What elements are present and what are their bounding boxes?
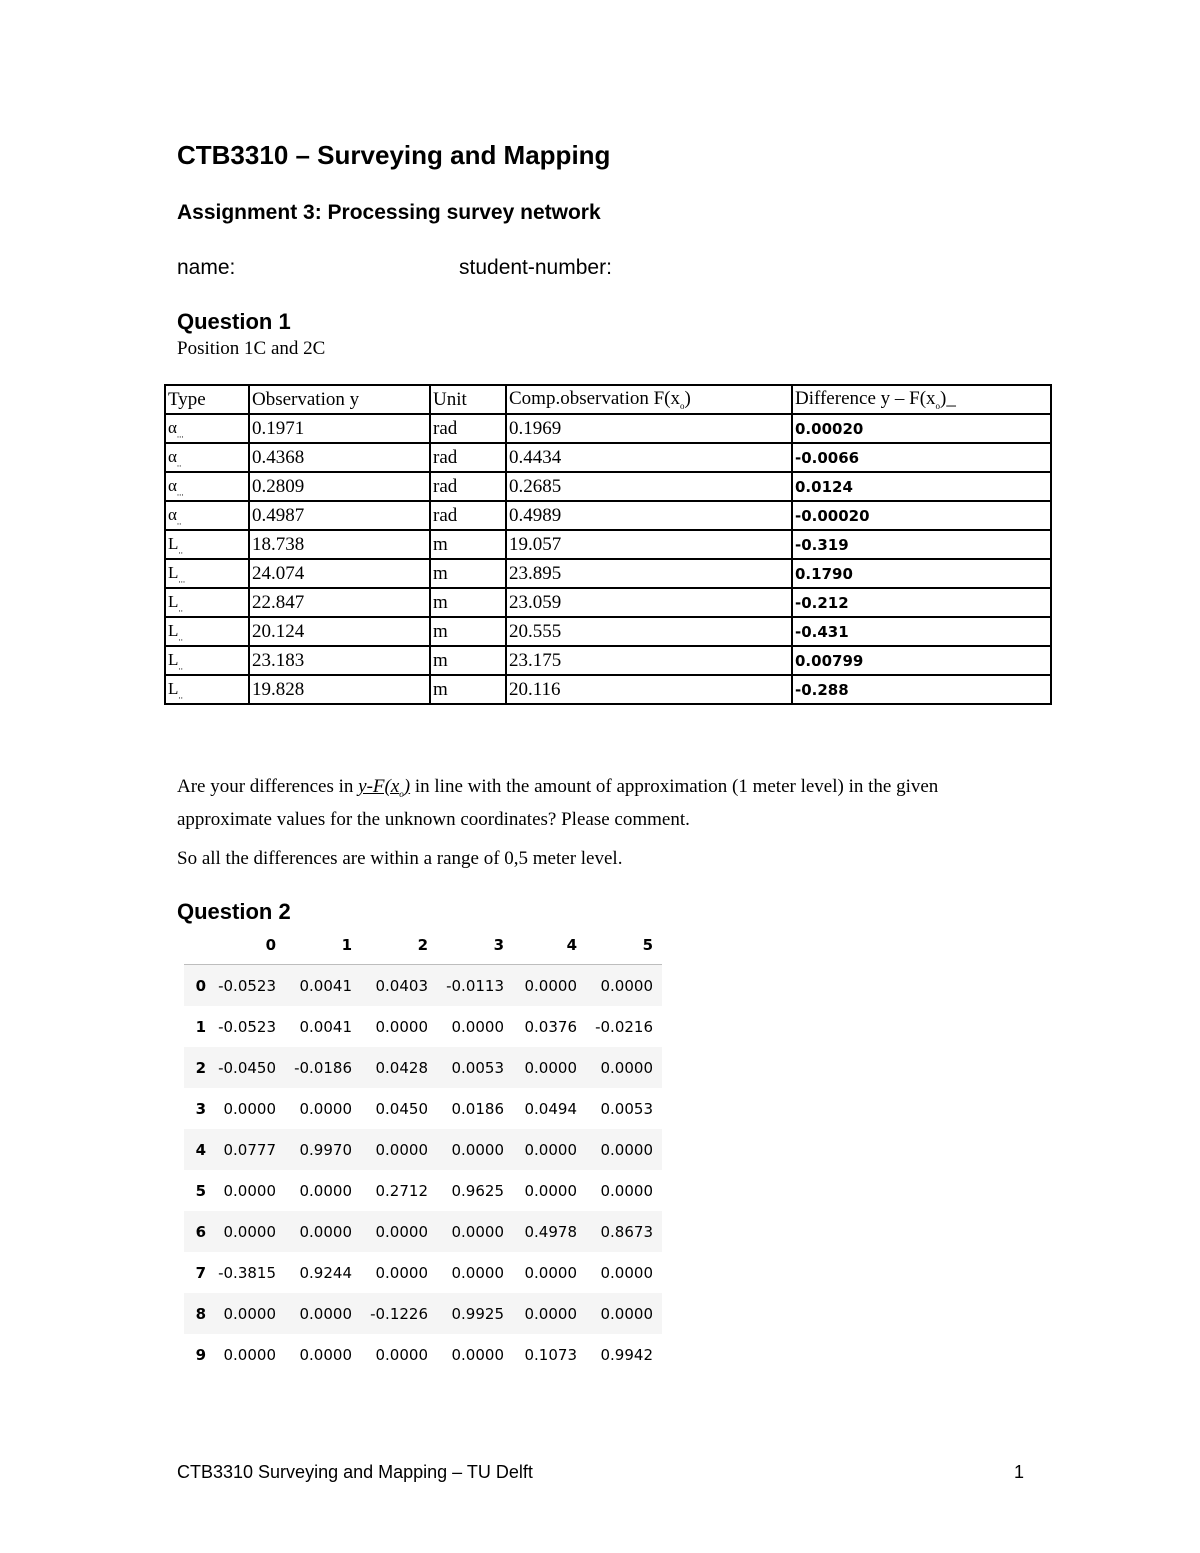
matrix-cell: 0.0000 — [375, 1017, 428, 1036]
cell-computed: 20.116 — [506, 675, 792, 704]
matrix-cell: -0.0216 — [595, 1017, 653, 1036]
matrix-row — [184, 1252, 662, 1293]
matrix-column-header: 0 — [210, 926, 285, 965]
matrix-row — [184, 1211, 662, 1252]
cell-computed: 0.1969 — [506, 414, 792, 443]
cell-type: $L_{..}$ — [165, 675, 249, 704]
matrix-cell: 0.0000 — [524, 1304, 577, 1323]
header-observation: Observation y — [249, 385, 430, 414]
matrix-cell: 0.0000 — [600, 976, 653, 995]
cell-type: $\alpha_{...}$ — [165, 472, 249, 501]
matrix-cell: 0.0000 — [223, 1304, 276, 1323]
cell-unit: rad — [430, 501, 506, 530]
header-difference: Difference y – $F(x_o)\_$ — [792, 385, 1051, 414]
header-type: Type — [165, 385, 249, 414]
matrix-column-header: 4 — [513, 926, 586, 965]
observation-row — [165, 530, 1051, 559]
matrix-row-index: 1 — [195, 1017, 206, 1036]
matrix-cell: 0.2712 — [375, 1181, 428, 1200]
matrix-cell: 0.0428 — [375, 1058, 428, 1077]
cell-unit: m — [430, 530, 506, 559]
cell-observation: 0.4368 — [249, 443, 430, 472]
question-1-prompt: Are your differences in $y-F(x_o)$ in line with the amount of approximation (1 meter level) in the given approximate values for the unknown coordinates? Please comment. — [177, 776, 939, 830]
cell-observation: 22.847 — [249, 588, 430, 617]
cell-observation: 18.738 — [249, 530, 430, 559]
matrix-cell: -0.0523 — [218, 1017, 276, 1036]
matrix-cell: 0.0376 — [524, 1017, 577, 1036]
cell-type: $L_{..}$ — [165, 530, 249, 559]
matrix-column-header: 2 — [361, 926, 437, 965]
cell-difference: -0.0066 — [792, 443, 1051, 472]
observation-row — [165, 646, 1051, 675]
cell-observation: 23.183 — [249, 646, 430, 675]
matrix-cell: 0.0000 — [375, 1222, 428, 1241]
observation-row — [165, 559, 1051, 588]
cell-unit: m — [430, 675, 506, 704]
matrix-row-index: 3 — [195, 1099, 206, 1118]
cell-type: $L_{..}$ — [165, 617, 249, 646]
matrix-cell: 0.0000 — [600, 1058, 653, 1077]
matrix-cell: 0.9244 — [299, 1263, 352, 1282]
matrix-row — [184, 1088, 662, 1129]
cell-unit: m — [430, 617, 506, 646]
matrix-cell: 0.0041 — [299, 976, 352, 995]
matrix-corner — [184, 926, 210, 965]
cell-computed: 19.057 — [506, 530, 792, 559]
matrix-cell: 0.0000 — [299, 1222, 352, 1241]
cell-difference: -0.212 — [792, 588, 1051, 617]
matrix-cell: 0.0000 — [299, 1345, 352, 1364]
cell-computed: 23.895 — [506, 559, 792, 588]
matrix-cell: 0.0000 — [223, 1222, 276, 1241]
matrix-row-index: 8 — [195, 1304, 206, 1323]
assignment-title: Assignment 3: Processing survey network — [177, 201, 601, 224]
cell-difference: 0.00020 — [792, 414, 1051, 443]
matrix-cell: 0.0403 — [375, 976, 428, 995]
matrix-cell: 0.0000 — [451, 1263, 504, 1282]
matrix-row — [184, 1047, 662, 1088]
header-unit: Unit — [430, 385, 506, 414]
matrix-cell: 0.9625 — [451, 1181, 504, 1200]
question-2-heading: Question 2 — [177, 899, 291, 924]
cell-type: $L_{..}$ — [165, 646, 249, 675]
observation-row — [165, 617, 1051, 646]
observation-row — [165, 588, 1051, 617]
observation-table — [164, 384, 1052, 705]
observation-table-header — [165, 385, 1051, 414]
matrix-row — [184, 1129, 662, 1170]
cell-computed: 23.175 — [506, 646, 792, 675]
cell-difference: 0.0124 — [792, 472, 1051, 501]
matrix-cell: 0.0053 — [600, 1099, 653, 1118]
cell-observation: 0.4987 — [249, 501, 430, 530]
document-title: CTB3310 – Surveying and Mapping — [177, 140, 611, 170]
cell-computed: 23.059 — [506, 588, 792, 617]
matrix-cell: 0.0000 — [223, 1181, 276, 1200]
cell-unit: m — [430, 646, 506, 675]
design-matrix-table — [184, 926, 662, 1375]
matrix-row-index: 5 — [195, 1181, 206, 1200]
question-1-subtitle: Position 1C and 2C — [177, 338, 326, 359]
matrix-column-header: 1 — [285, 926, 361, 965]
matrix-cell: 0.9942 — [600, 1345, 653, 1364]
question-1-answer: So all the differences are within a range of 0,5 meter level. — [177, 848, 623, 869]
observation-row — [165, 472, 1051, 501]
matrix-cell: 0.0000 — [524, 1058, 577, 1077]
matrix-cell: 0.0186 — [451, 1099, 504, 1118]
cell-difference: -0.319 — [792, 530, 1051, 559]
matrix-cell: 0.0000 — [524, 1263, 577, 1282]
cell-unit: rad — [430, 414, 506, 443]
cell-unit: rad — [430, 472, 506, 501]
matrix-cell: 0.1073 — [524, 1345, 577, 1364]
cell-type: $\alpha_{..}$ — [165, 443, 249, 472]
question-1-emphasis: $y-F(x_o)$ — [358, 776, 411, 799]
matrix-cell: -0.3815 — [218, 1263, 276, 1282]
cell-difference: -0.288 — [792, 675, 1051, 704]
matrix-cell: -0.0450 — [218, 1058, 276, 1077]
matrix-column-header: 5 — [586, 926, 662, 965]
cell-unit: m — [430, 588, 506, 617]
matrix-cell: 0.9925 — [451, 1304, 504, 1323]
header-computed-observation: Comp.observation $F(x_o)$ — [506, 385, 792, 414]
matrix-cell: 0.9970 — [299, 1140, 352, 1159]
matrix-cell: 0.0000 — [451, 1345, 504, 1364]
matrix-header-row — [184, 926, 662, 965]
matrix-cell: 0.0000 — [524, 976, 577, 995]
matrix-row-index: 7 — [195, 1263, 206, 1282]
matrix-cell: 0.0000 — [451, 1017, 504, 1036]
matrix-cell: 0.0450 — [375, 1099, 428, 1118]
student-number-label: student-number: — [459, 256, 612, 279]
cell-computed: 20.555 — [506, 617, 792, 646]
cell-difference: -0.00020 — [792, 501, 1051, 530]
cell-difference: 0.00799 — [792, 646, 1051, 675]
matrix-cell: 0.0000 — [600, 1140, 653, 1159]
matrix-row-index: 2 — [195, 1058, 206, 1077]
matrix-row — [184, 1334, 662, 1375]
matrix-cell: -0.0523 — [218, 976, 276, 995]
matrix-row-index: 0 — [195, 976, 206, 995]
matrix-cell: -0.1226 — [370, 1304, 428, 1323]
cell-difference: -0.431 — [792, 617, 1051, 646]
cell-computed: 0.4434 — [506, 443, 792, 472]
cell-type: $\alpha_{...}$ — [165, 414, 249, 443]
observation-row — [165, 443, 1051, 472]
matrix-row-index: 4 — [195, 1140, 206, 1159]
matrix-row — [184, 965, 662, 1007]
footer-text: CTB3310 Surveying and Mapping – TU Delft — [177, 1462, 533, 1482]
cell-observation: 19.828 — [249, 675, 430, 704]
matrix-cell: -0.0113 — [446, 976, 504, 995]
matrix-cell: 0.0000 — [600, 1304, 653, 1323]
matrix-row-index: 9 — [195, 1345, 206, 1364]
observation-row — [165, 675, 1051, 704]
matrix-cell: 0.8673 — [600, 1222, 653, 1241]
cell-difference: 0.1790 — [792, 559, 1051, 588]
matrix-cell: 0.0000 — [299, 1304, 352, 1323]
matrix-cell: 0.0053 — [451, 1058, 504, 1077]
matrix-cell: 0.0000 — [223, 1099, 276, 1118]
matrix-cell: 0.0000 — [299, 1181, 352, 1200]
matrix-row — [184, 1293, 662, 1334]
matrix-cell: 0.0000 — [524, 1140, 577, 1159]
cell-type: $L_{...}$ — [165, 559, 249, 588]
matrix-cell: 0.0777 — [223, 1140, 276, 1159]
matrix-cell: 0.0000 — [600, 1181, 653, 1200]
cell-observation: 24.074 — [249, 559, 430, 588]
cell-observation: 0.2809 — [249, 472, 430, 501]
matrix-cell: 0.0041 — [299, 1017, 352, 1036]
cell-type: $\alpha_{..}$ — [165, 501, 249, 530]
observation-row — [165, 414, 1051, 443]
matrix-cell: 0.0000 — [524, 1181, 577, 1200]
cell-computed: 0.4989 — [506, 501, 792, 530]
matrix-cell: 0.0000 — [451, 1222, 504, 1241]
question-1-heading: Question 1 — [177, 309, 291, 334]
name-label: name: — [177, 256, 236, 279]
page-number: 1 — [1014, 1462, 1025, 1482]
matrix-cell: 0.0000 — [223, 1345, 276, 1364]
observation-row — [165, 501, 1051, 530]
cell-computed: 0.2685 — [506, 472, 792, 501]
matrix-row — [184, 1170, 662, 1211]
cell-unit: rad — [430, 443, 506, 472]
matrix-cell: 0.0000 — [600, 1263, 653, 1282]
matrix-cell: 0.4978 — [524, 1222, 577, 1241]
matrix-row-index: 6 — [195, 1222, 206, 1241]
matrix-cell: 0.0000 — [375, 1345, 428, 1364]
cell-observation: 20.124 — [249, 617, 430, 646]
matrix-cell: 0.0000 — [375, 1140, 428, 1159]
matrix-cell: 0.0494 — [524, 1099, 577, 1118]
matrix-cell: 0.0000 — [375, 1263, 428, 1282]
cell-observation: 0.1971 — [249, 414, 430, 443]
matrix-row — [184, 1006, 662, 1047]
matrix-cell: -0.0186 — [294, 1058, 352, 1077]
cell-type: $L_{..}$ — [165, 588, 249, 617]
matrix-column-header: 3 — [437, 926, 513, 965]
cell-unit: m — [430, 559, 506, 588]
matrix-cell: 0.0000 — [451, 1140, 504, 1159]
matrix-cell: 0.0000 — [299, 1099, 352, 1118]
